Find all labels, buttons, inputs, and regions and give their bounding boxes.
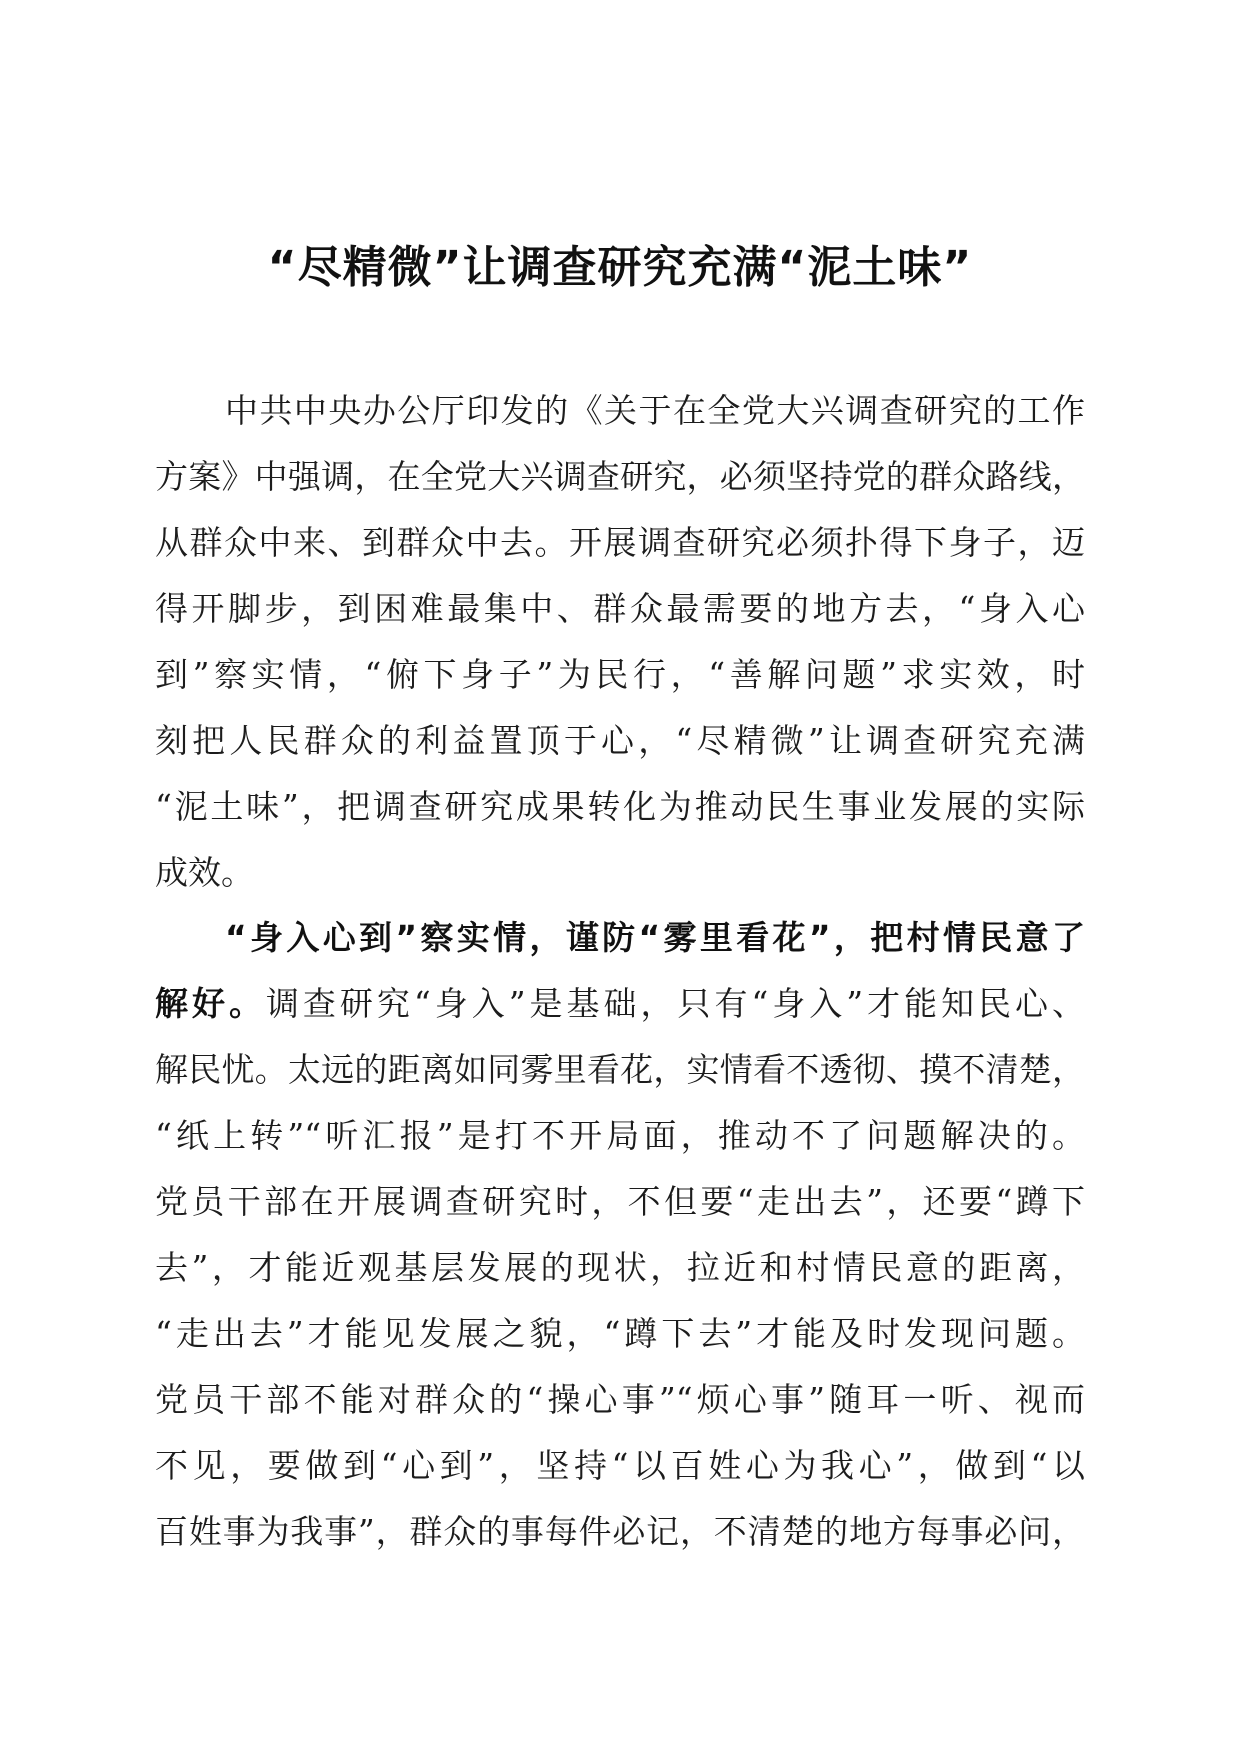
paragraph-2-line: 党员干部不能对群众的“操心事”“烦心事”随耳一听、视而 bbox=[155, 1380, 1085, 1419]
paragraph-1-line: 成效。 bbox=[155, 853, 254, 892]
paragraph-2-line: “纸上转”“听汇报”是打不开局面，推动不了问题解决的。 bbox=[155, 1116, 1085, 1155]
paragraph-2-line: 党员干部在开展调查研究时，不但要“走出去”，还要“蹲下 bbox=[155, 1182, 1085, 1221]
document-title: “尽精微”让调查研究充满“泥土味” bbox=[267, 242, 973, 293]
paragraph-2-heading: “身入心到”察实情，谨防“雾里看花”，把村情民意了 bbox=[225, 918, 1085, 957]
paragraph-1-line: “泥土味”，把调查研究成果转化为推动民生事业发展的实际 bbox=[155, 787, 1085, 826]
paragraph-2-line: 百姓事为我事”，群众的事每件必记，不清楚的地方每事必问， bbox=[155, 1512, 1085, 1551]
paragraph-2-line: 不见，要做到“心到”，坚持“以百姓心为我心”，做到“以 bbox=[155, 1446, 1085, 1485]
paragraph-1-line: 从群众中来、到群众中去。开展调查研究必须扑得下身子，迈 bbox=[155, 523, 1085, 562]
paragraph-1-line: 得开脚步，到困难最集中、群众最需要的地方去，“身入心 bbox=[155, 589, 1085, 628]
paragraph-1-line: 刻把人民群众的利益置顶于心，“尽精微”让调查研究充满 bbox=[155, 721, 1085, 760]
paragraph-2-line bbox=[155, 971, 1085, 1037]
paragraph-1-line: 方案》中强调，在全党大兴调查研究，必须坚持党的群众路线， bbox=[155, 457, 1085, 496]
paragraph-2-line: “走出去”才能见发展之貌，“蹲下去”才能及时发现问题。 bbox=[155, 1314, 1085, 1353]
paragraph-1 bbox=[155, 378, 1085, 906]
paragraph-2-line: 解民忧。太远的距离如同雾里看花，实情看不透彻、摸不清楚， bbox=[155, 1050, 1085, 1089]
paragraph-2-text: 调查研究“身入”是基础，只有“身入”才能知民心、 bbox=[265, 984, 1086, 1023]
paragraph-2-line: 去”，才能近观基层发展的现状，拉近和村情民意的距离， bbox=[155, 1248, 1085, 1287]
paragraph-2-heading-end: 解好。 bbox=[155, 984, 266, 1023]
paragraph-1-line: 中共中央办公厅印发的《关于在全党大兴调查研究的工作 bbox=[225, 391, 1085, 430]
paragraph-2 bbox=[155, 905, 1085, 1565]
paragraph-1-line: 到”察实情，“俯下身子”为民行，“善解问题”求实效，时 bbox=[155, 655, 1085, 694]
